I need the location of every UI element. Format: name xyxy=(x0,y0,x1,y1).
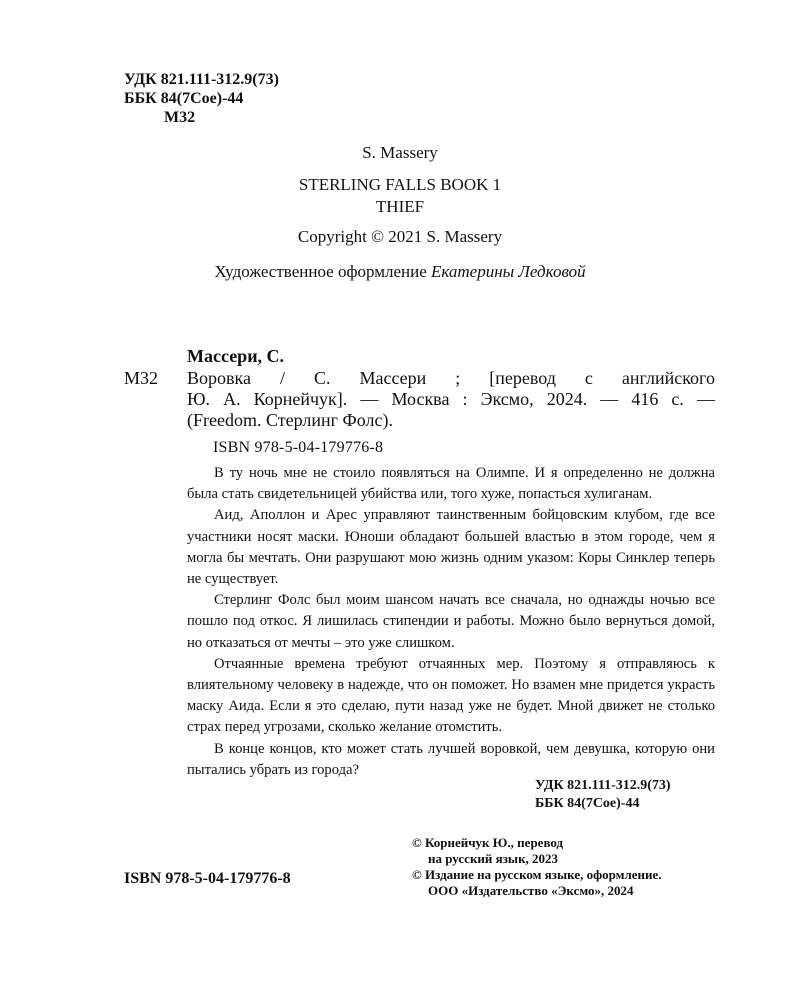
annotation xyxy=(187,463,715,781)
art-credit-label: Художественное оформление xyxy=(214,262,427,281)
bib-line: Ю. А. Корнейчук]. — Москва : Эксмо, 2024. — 416 с. — xyxy=(187,389,715,409)
classification-top xyxy=(124,70,279,127)
original-copyright: Copyright © 2021 S. Massery xyxy=(297,227,503,246)
publisher-copyright: © Издание на русском языке, оформление. xyxy=(412,867,662,882)
annotation-paragraph: В конце концов, кто может стать лучшей воровкой, чем девушка, которую они пытались убрать из города? xyxy=(187,740,715,778)
copyright-block xyxy=(412,835,662,899)
classification-bottom xyxy=(535,777,671,813)
art-credit-artist: Екатерины Ледковой xyxy=(430,262,586,281)
publisher-copyright-cont: ООО «Издательство «Эксмо», 2024 xyxy=(428,883,634,898)
annotation-paragraph: Стерлинг Фолс был моим шансом начать все сначала, но однажды ночью все пошло под откос. Я лишилась стипендии и работы. Можно было вернуться домой, но отказаться от мечты – это уже слишком. xyxy=(187,592,715,651)
bib-cipher: М32 xyxy=(124,368,159,388)
bbk-code-bottom: ББК 84(7Сое)-44 xyxy=(535,796,640,811)
original-author: S. Massery xyxy=(362,143,438,162)
udk-code-bottom: УДК 821.111-312.9(73) xyxy=(535,778,671,793)
art-credit xyxy=(0,262,800,282)
isbn-bottom: ISBN 978-5-04-179776-8 xyxy=(124,870,291,887)
bbk-code-top: ББК 84(7Сое)-44 xyxy=(124,90,244,107)
bib-entry xyxy=(187,368,715,431)
annotation-paragraph: Аид, Аполлон и Арес управляют таинственным бойцовским клубом, где все участники носят маски. Юноши обладают большей властью в этом городе, чем я могла бы мечтать. Они разрушают мою жизнь одним указом: Коры Синклер теперь не существует. xyxy=(187,507,715,588)
bib-line: Воровка / С. Массери ; [перевод с английского xyxy=(187,368,715,388)
author-mark-top: М32 xyxy=(164,109,196,126)
translator-copyright-cont: на русский язык, 2023 xyxy=(428,851,559,866)
translator-copyright: © Корнейчук Ю., перевод xyxy=(412,835,564,850)
bib-line: (Freedom. Стерлинг Фолс). xyxy=(187,410,393,430)
bib-author: Массери, С. xyxy=(187,346,285,366)
udk-code-top: УДК 821.111-312.9(73) xyxy=(124,71,279,88)
annotation-paragraph: Отчаянные времена требуют отчаянных мер. Поэтому я отправляюсь к влиятельному человеку в надежде, что он поможет. Но взамен мне придется украсть маску Аида. Если я это сделаю, пути назад уже не будет. Мной движет не столько страх перед угрозами, сколько желание отомстить. xyxy=(187,655,715,736)
annotation-paragraph: В ту ночь мне не стоило появляться на Олимпе. И я определенно не должна была стать свидетельницей убийства или, того хуже, попасться хулиганам. xyxy=(187,465,715,503)
bib-isbn: ISBN 978-5-04-179776-8 xyxy=(213,439,384,456)
original-series: STERLING FALLS BOOK 1 xyxy=(298,175,502,194)
original-title: THIEF xyxy=(375,197,425,216)
